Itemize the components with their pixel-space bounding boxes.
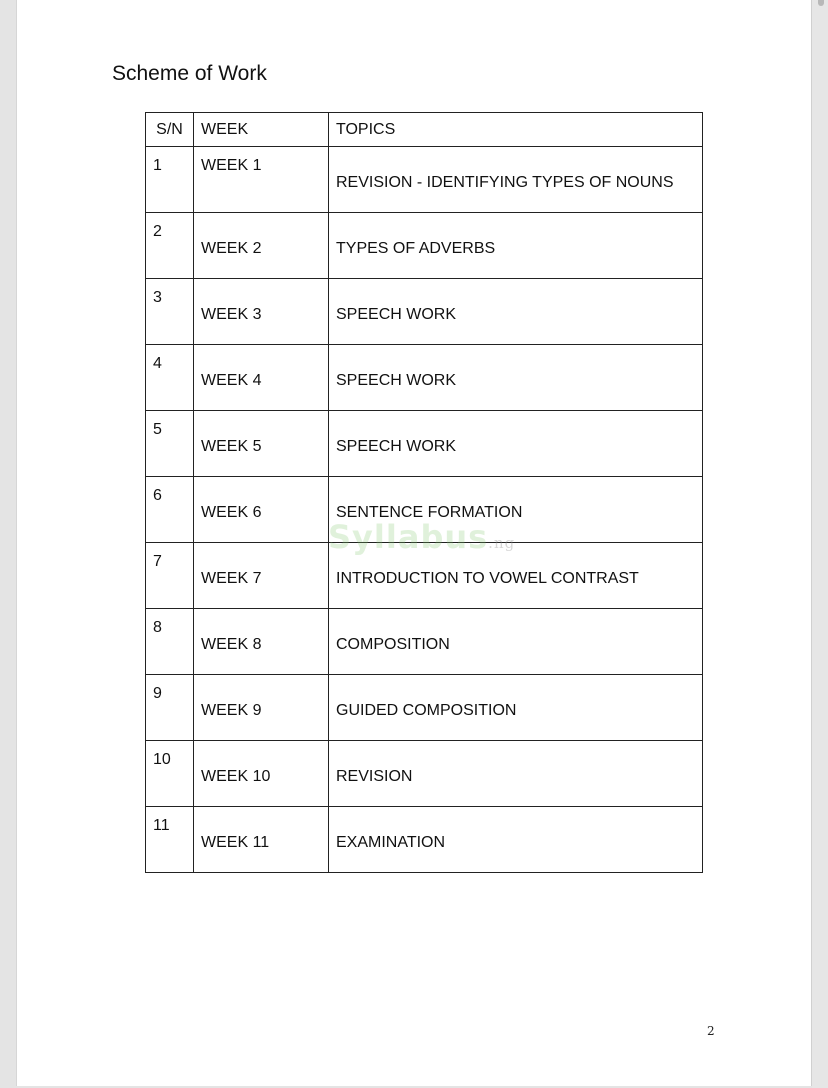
cell-sn: 2: [153, 223, 162, 240]
cell-sn: 8: [153, 619, 162, 636]
cell-sn: 9: [153, 685, 162, 702]
cell-topic: TYPES OF ADVERBS: [336, 240, 496, 257]
cell-topic: EXAMINATION: [336, 834, 446, 851]
table-row: [146, 741, 703, 807]
table-header-row: [146, 113, 703, 147]
cell-week: WEEK 3: [201, 306, 262, 323]
cell-sn: 1: [153, 157, 162, 174]
cell-topic: SENTENCE FORMATION: [336, 504, 523, 521]
watermark-suffix: .ng: [488, 534, 516, 552]
cell-topic: COMPOSITION: [336, 636, 450, 653]
cell-topic: REVISION: [336, 768, 413, 785]
cell-week: WEEK 5: [201, 438, 262, 455]
cell-week: WEEK 4: [201, 372, 262, 389]
cell-sn: 3: [153, 289, 162, 306]
table-row: [146, 609, 703, 675]
cell-sn: 7: [153, 553, 162, 570]
table-row: [146, 345, 703, 411]
cell-week: WEEK 7: [201, 570, 262, 587]
cell-topic: REVISION - IDENTIFYING TYPES OF NOUNS: [336, 174, 674, 191]
cell-topic: SPEECH WORK: [336, 438, 457, 455]
cell-topic: SPEECH WORK: [336, 306, 457, 323]
table-row: [146, 213, 703, 279]
cell-week: WEEK 1: [201, 157, 262, 174]
watermark-text: Syllabus: [328, 518, 489, 556]
page-title: Scheme of Work: [112, 62, 267, 85]
scrollbar[interactable]: [812, 0, 828, 1088]
cell-week: WEEK 6: [201, 504, 262, 521]
table-row: [146, 279, 703, 345]
cell-sn: 11: [153, 817, 170, 834]
cell-topic: INTRODUCTION TO VOWEL CONTRAST: [336, 570, 639, 587]
cell-topic: SPEECH WORK: [336, 372, 457, 389]
cell-week: WEEK 2: [201, 240, 262, 257]
cell-week: WEEK 10: [201, 768, 271, 785]
cell-topic: GUIDED COMPOSITION: [336, 702, 517, 719]
table-row: [146, 807, 703, 873]
header-sn: S/N: [146, 113, 194, 147]
scrollbar-thumb[interactable]: [818, 0, 824, 6]
header-week: WEEK: [194, 113, 329, 147]
cell-sn: 5: [153, 421, 162, 438]
scheme-table: [145, 112, 703, 873]
table-row: [146, 675, 703, 741]
page-number: 2: [707, 1024, 715, 1038]
cell-week: WEEK 8: [201, 636, 262, 653]
table-row: [146, 411, 703, 477]
table-row: [146, 147, 703, 213]
watermark-logo: [328, 518, 515, 556]
cell-sn: 4: [153, 355, 162, 372]
header-topics: TOPICS: [329, 113, 703, 147]
cell-sn: 10: [153, 751, 171, 768]
cell-week: WEEK 9: [201, 702, 262, 719]
cell-week: WEEK 11: [201, 834, 270, 851]
cell-sn: 6: [153, 487, 162, 504]
